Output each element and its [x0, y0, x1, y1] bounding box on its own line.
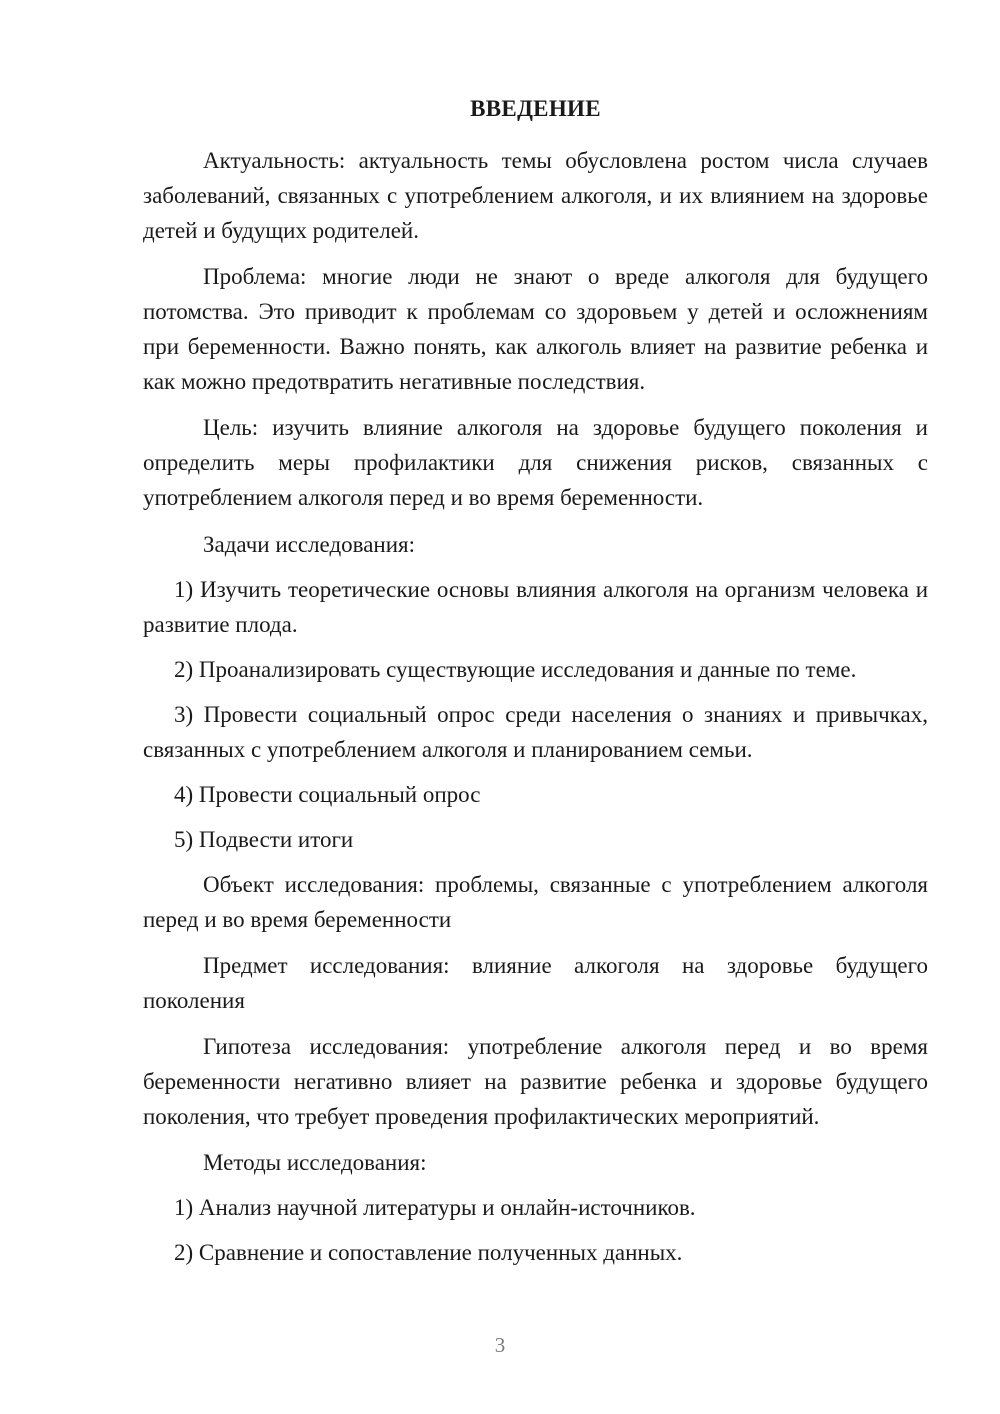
- section-heading: ВВЕДЕНИЕ: [470, 96, 601, 121]
- task-item: 4) Провести социальный опрос: [174, 782, 481, 807]
- subject-paragraph: Предмет исследования: влияние алкоголя на здоровье будущего поколения: [143, 953, 928, 1013]
- method-item: 2) Сравнение и сопоставление полученных данных.: [174, 1240, 683, 1265]
- task-item: 1) Изучить теоретические основы влияния алкоголя на организм человека и развитие плода.: [143, 577, 928, 637]
- problem-paragraph: Проблема: многие люди не знают о вреде алкоголя для будущего потомства. Это приводит к проблемам со здоровьем у детей и осложнениям при беременности. Важно понять, как алкоголь влияет на развитие ребенка и как можно предотвратить негативные последствия.: [143, 264, 928, 394]
- relevance-paragraph: Актуальность: актуальность темы обусловлена ростом числа случаев заболеваний, связанных с употреблением алкоголя, и их влиянием на здоровье детей и будущих родителей.: [143, 148, 928, 243]
- task-item: 3) Провести социальный опрос среди населения о знаниях и привычках, связанных с употреблением алкоголя и планированием семьи.: [143, 702, 928, 762]
- object-paragraph: Объект исследования: проблемы, связанные с употреблением алкоголя перед и во время беременности: [143, 872, 928, 932]
- method-item: 1) Анализ научной литературы и онлайн-источников.: [174, 1195, 696, 1220]
- document-body: [143, 143, 928, 1270]
- tasks-title: Задачи исследования:: [203, 532, 416, 557]
- methods-title: Методы исследования:: [203, 1150, 427, 1175]
- page-number: 3: [494, 1333, 506, 1357]
- goal-paragraph: Цель: изучить влияние алкоголя на здоровье будущего поколения и определить меры профилактики для снижения рисков, связанных с употреблением алкоголя перед и во время беременности.: [143, 415, 928, 510]
- task-item: 5) Подвести итоги: [174, 827, 354, 852]
- task-item: 2) Проанализировать существующие исследования и данные по теме.: [174, 657, 857, 682]
- hypothesis-paragraph: Гипотеза исследования: употребление алкоголя перед и во время беременности негативно влияет на развитие ребенка и здоровье будущего поколения, что требует проведения профилактических мероприятий.: [143, 1034, 928, 1129]
